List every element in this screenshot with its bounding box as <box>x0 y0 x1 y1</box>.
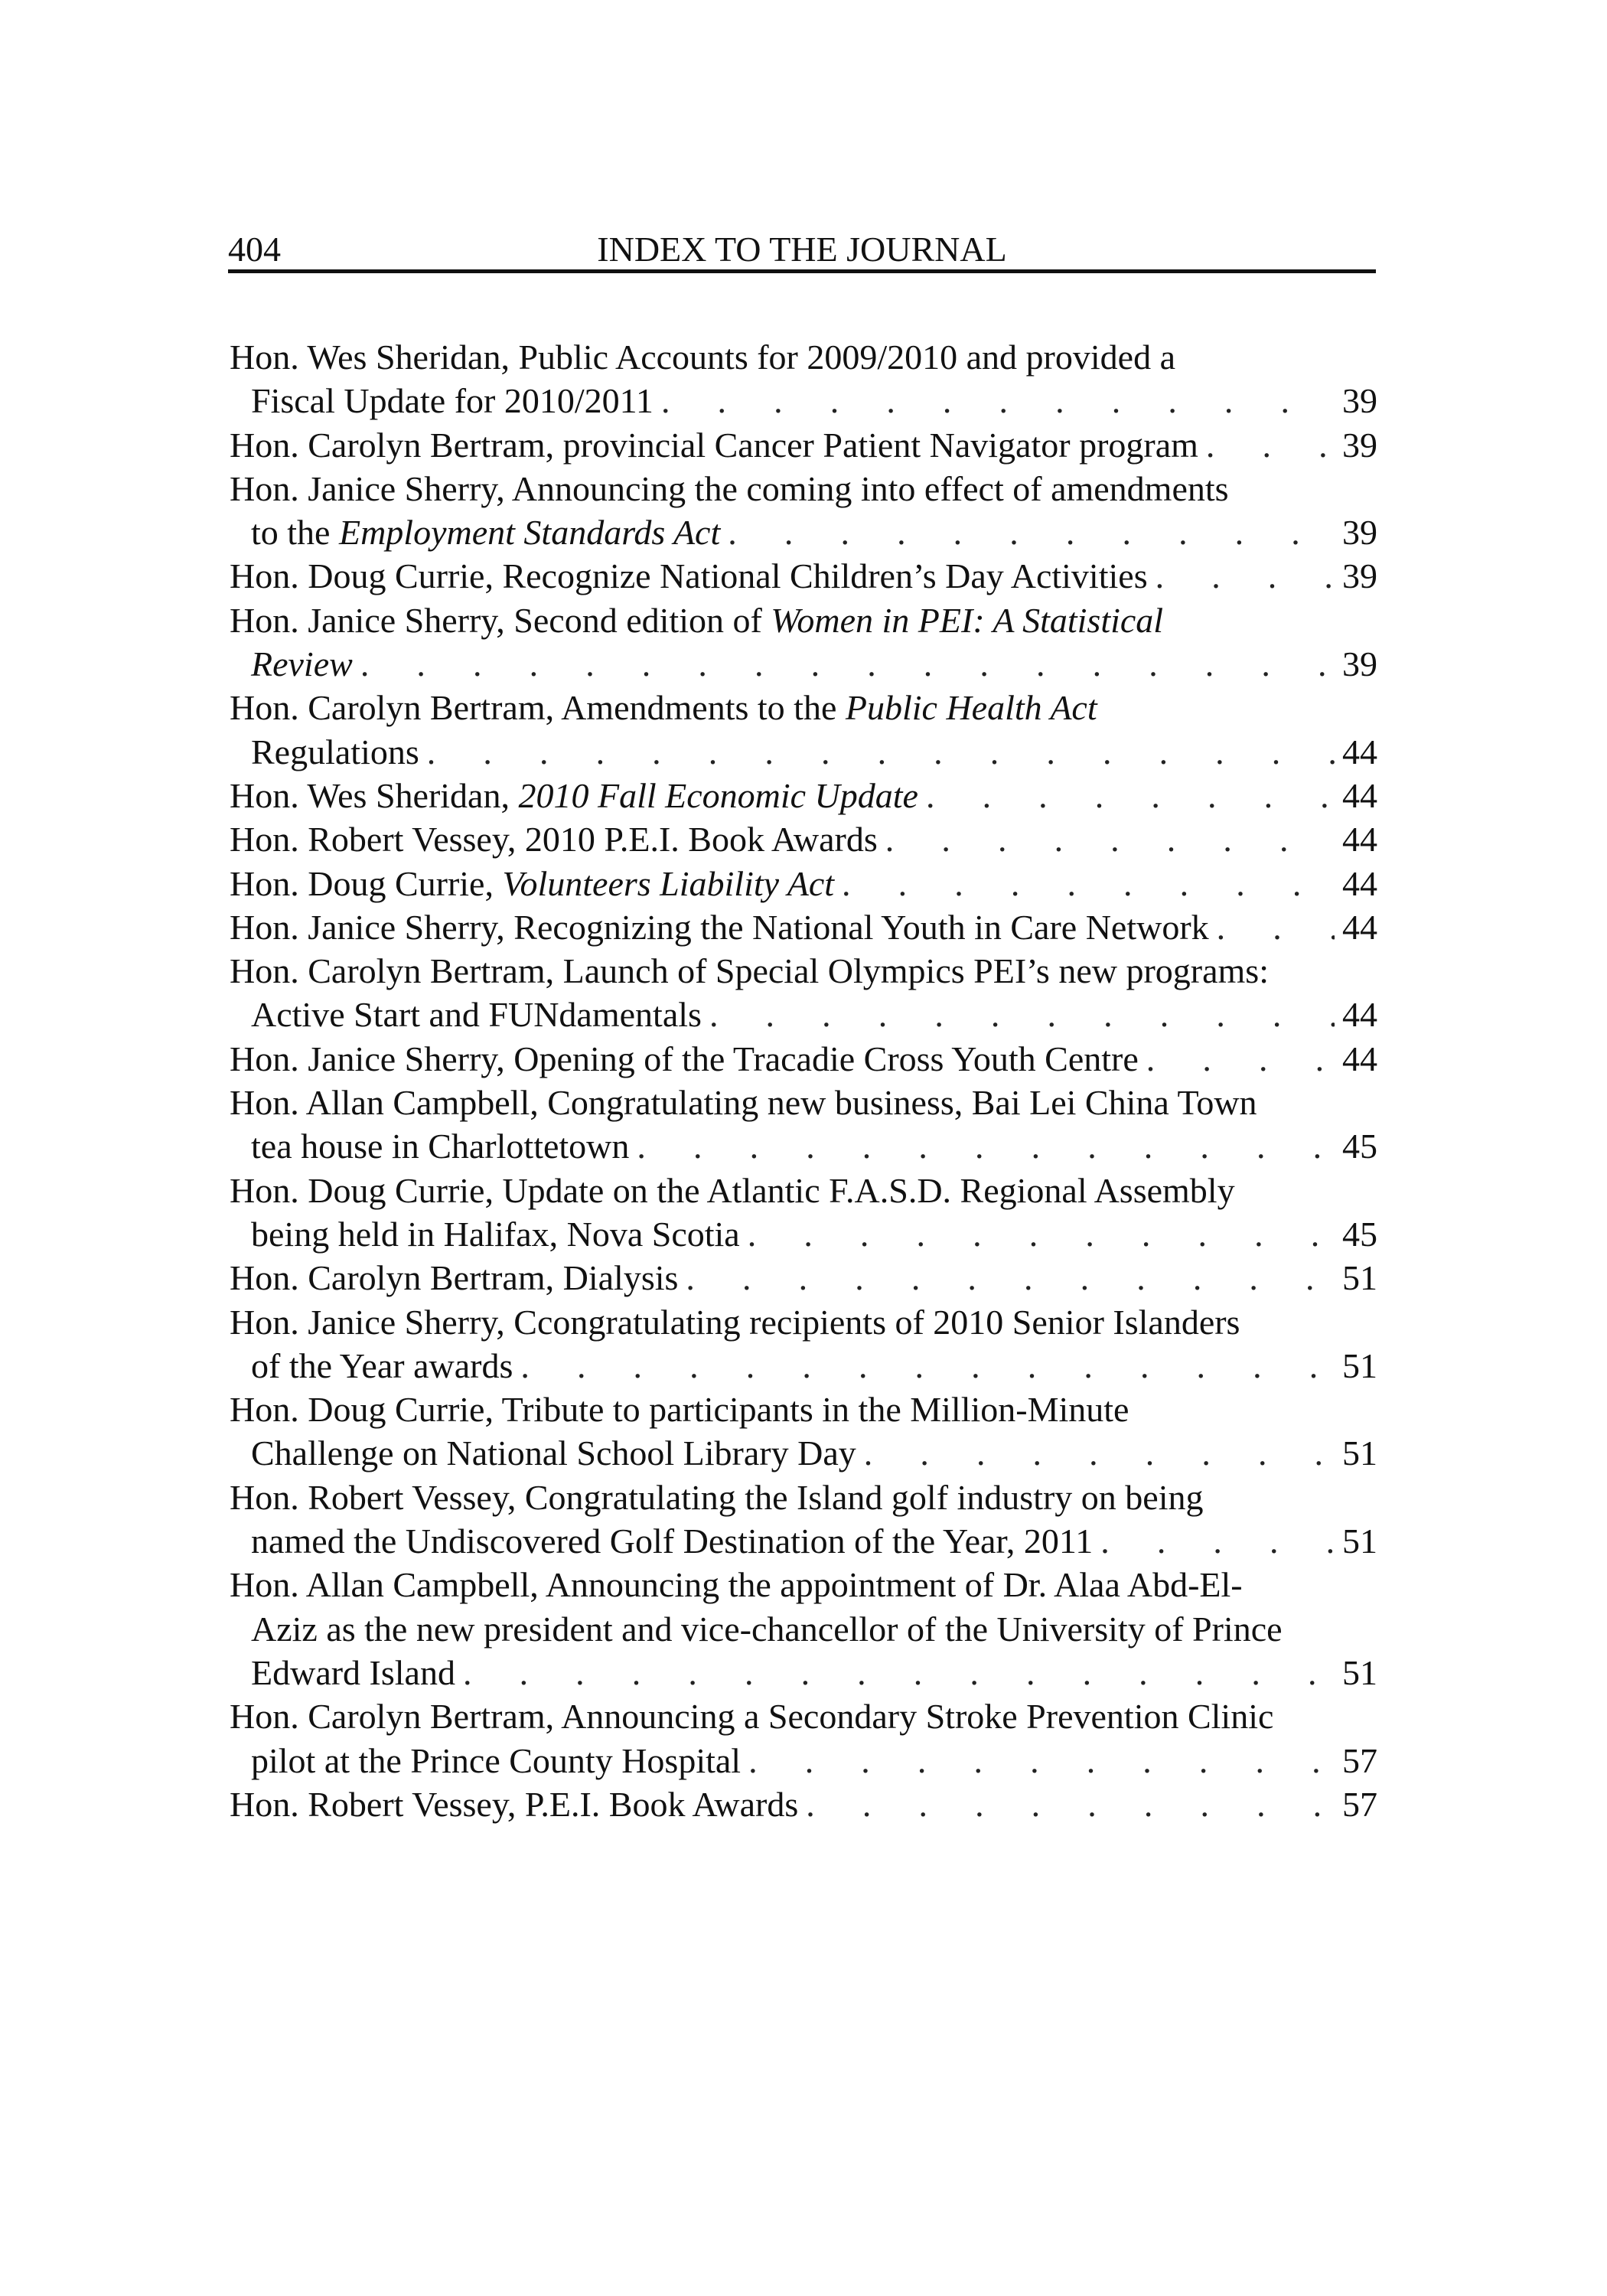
page-reference: 44 <box>1342 820 1377 859</box>
entry-final-line <box>230 1651 1377 1694</box>
entry-text: named the Undiscovered Golf Destination of the Year, 2011 <box>251 1521 1094 1561</box>
index-entry <box>230 949 1377 1037</box>
entry-text: Regulations <box>251 732 419 771</box>
entry-line: Hon. Allan Campbell, Congratulating new business, Bai Lei China Town <box>230 1083 1257 1123</box>
entry-final-text <box>230 1037 1139 1081</box>
italic-title: Women in PEI: A Statistical <box>771 600 1164 640</box>
entry-final-text <box>230 774 918 817</box>
page-reference: 44 <box>1342 995 1377 1035</box>
entry-text: being held in Halifax, Nova Scotia <box>251 1214 740 1254</box>
dot-leader <box>1206 423 1335 467</box>
entry-final-line <box>230 1256 1377 1300</box>
dot-leader <box>864 1431 1335 1475</box>
page-reference: 51 <box>1342 1258 1377 1298</box>
entry-final-text <box>230 554 1148 598</box>
dot-leader <box>806 1782 1335 1826</box>
page-reference: 44 <box>1342 907 1377 947</box>
index-entry <box>230 598 1377 687</box>
entry-final-text <box>251 1124 629 1168</box>
dot-leader <box>520 1344 1335 1388</box>
entry-final-line <box>230 510 1377 554</box>
entry-final-line <box>230 993 1377 1036</box>
entry-text: of the Year awards <box>251 1345 513 1385</box>
index-entry <box>230 1037 1377 1081</box>
entry-final-text <box>251 642 353 686</box>
index-entry <box>230 554 1377 598</box>
page-reference: 39 <box>1342 513 1377 553</box>
index-entry <box>230 686 1377 774</box>
entry-final-line <box>230 423 1377 467</box>
entry-final-line <box>230 1212 1377 1256</box>
entry-final-line <box>230 862 1377 905</box>
entry-text: to the <box>251 513 339 553</box>
index-entry <box>230 1388 1377 1476</box>
page-reference: 57 <box>1342 1784 1377 1824</box>
entry-final-text <box>251 379 654 422</box>
entry-final-text <box>251 1431 856 1475</box>
running-title: INDEX TO THE JOURNAL <box>597 230 1007 269</box>
dot-leader <box>885 817 1335 861</box>
entry-final-text <box>230 1782 798 1826</box>
index-entry <box>230 335 1377 423</box>
entry-text: Hon. Carolyn Bertram, Dialysis <box>230 1258 679 1298</box>
entry-final-line <box>230 1739 1377 1782</box>
entry-final-line <box>230 1124 1377 1168</box>
dot-leader <box>427 730 1335 774</box>
entry-final-line <box>230 379 1377 422</box>
entry-line <box>230 686 1377 729</box>
entry-text: Hon. Robert Vessey, P.E.I. Book Awards <box>230 1784 799 1824</box>
entry-final-line <box>230 1519 1377 1563</box>
entry-final-text <box>251 1739 741 1782</box>
index-entry <box>230 1300 1377 1388</box>
entry-line: Hon. Doug Currie, Update on the Atlantic F.A.S.D. Regional Assembly <box>230 1170 1235 1210</box>
index-entry <box>230 905 1377 949</box>
entry-text: Hon. Carolyn Bertram, Amendments to the <box>230 688 846 728</box>
entry-text: Fiscal Update for 2010/2011 <box>251 381 654 421</box>
index-entry <box>230 1169 1377 1257</box>
entry-text: Hon. Robert Vessey, 2010 P.E.I. Book Awards <box>230 820 878 859</box>
index-entries <box>230 335 1377 1826</box>
index-entry <box>230 817 1377 861</box>
entry-final-text <box>230 1256 678 1300</box>
entry-text: Active Start and FUNdamentals <box>251 995 702 1035</box>
entry-final-line <box>230 730 1377 774</box>
entry-line: Hon. Allan Campbell, Announcing the appointment of Dr. Alaa Abd-El- <box>230 1565 1243 1605</box>
entry-final-line <box>230 817 1377 861</box>
italic-title: Public Health Act <box>845 688 1097 728</box>
entry-final-text <box>251 1651 455 1694</box>
dot-leader <box>1100 1519 1335 1563</box>
entry-text: Hon. Doug Currie, Recognize National Children’s Day Activities <box>230 556 1148 596</box>
page-reference: 44 <box>1342 775 1377 815</box>
index-entry <box>230 1476 1377 1564</box>
index-entry <box>230 467 1377 555</box>
page-reference: 44 <box>1342 1039 1377 1078</box>
entry-text: Hon. Janice Sherry, Second edition of <box>230 600 771 640</box>
entry-text: Edward Island <box>251 1652 455 1692</box>
entry-line: Hon. Carolyn Bertram, Announcing a Secondary Stroke Prevention Clinic <box>230 1697 1274 1737</box>
entry-line: Hon. Wes Sheridan, Public Accounts for 2009/2010 and provided a <box>230 338 1175 377</box>
italic-title: Review <box>251 644 353 684</box>
dot-leader <box>748 1212 1335 1256</box>
entry-final-text <box>251 993 702 1036</box>
index-entry <box>230 423 1377 467</box>
italic-title: Employment Standards Act <box>338 513 721 553</box>
italic-title: Volunteers Liability Act <box>502 863 835 903</box>
index-entry <box>230 1256 1377 1300</box>
entry-final-line <box>230 1782 1377 1826</box>
dot-leader <box>637 1124 1335 1168</box>
index-entry <box>230 1782 1377 1826</box>
entry-text: pilot at the Prince County Hospital <box>251 1740 742 1780</box>
dot-leader <box>748 1739 1335 1782</box>
entry-final-line <box>230 1431 1377 1475</box>
entry-text: Hon. Janice Sherry, Opening of the Tracadie Cross Youth Centre <box>230 1039 1139 1078</box>
page-reference: 51 <box>1342 1433 1377 1473</box>
entry-final-text <box>251 510 720 554</box>
index-entry <box>230 1694 1377 1782</box>
page-reference: 51 <box>1342 1652 1377 1692</box>
page-reference: 44 <box>1342 732 1377 771</box>
page-reference: 45 <box>1342 1127 1377 1166</box>
entry-final-text <box>230 905 1209 949</box>
dot-leader <box>709 993 1335 1036</box>
dot-leader <box>1156 554 1335 598</box>
italic-title: 2010 Fall Economic Update <box>518 775 918 815</box>
entry-line: Hon. Doug Currie, Tribute to participants in the Million-Minute <box>230 1390 1129 1430</box>
entry-line: Aziz as the new president and vice-chancellor of the University of Prince <box>251 1609 1283 1649</box>
dot-leader <box>1146 1037 1335 1081</box>
index-entry <box>230 1081 1377 1169</box>
entry-final-text <box>251 1212 740 1256</box>
entry-final-line <box>230 554 1377 598</box>
dot-leader <box>661 379 1335 422</box>
index-entry <box>230 862 1377 905</box>
entry-final-text <box>230 817 878 861</box>
entry-final-text <box>251 1519 1093 1563</box>
entry-text: Hon. Carolyn Bertram, provincial Cancer Patient Navigator program <box>230 425 1198 465</box>
index-entry <box>230 774 1377 817</box>
entry-final-line <box>230 905 1377 949</box>
running-head <box>228 230 1376 273</box>
page-reference: 45 <box>1342 1214 1377 1254</box>
dot-leader <box>463 1651 1335 1694</box>
page-reference: 57 <box>1342 1740 1377 1780</box>
entry-final-text <box>230 423 1198 467</box>
entry-final-text <box>251 1344 513 1388</box>
page-reference: 51 <box>1342 1345 1377 1385</box>
entry-line: Hon. Carolyn Bertram, Launch of Special Olympics PEI’s new programs: <box>230 951 1269 991</box>
entry-text: Hon. Wes Sheridan, <box>230 775 519 815</box>
entry-final-text <box>251 730 419 774</box>
dot-leader <box>360 642 1335 686</box>
page-number: 404 <box>228 230 281 269</box>
entry-text: Hon. Janice Sherry, Recognizing the National Youth in Care Network <box>230 907 1209 947</box>
dot-leader <box>1217 905 1335 949</box>
entry-text: tea house in Charlottetown <box>251 1127 630 1166</box>
page-reference: 44 <box>1342 863 1377 903</box>
page-reference: 39 <box>1342 381 1377 421</box>
entry-final-text <box>230 862 834 905</box>
entry-final-line <box>230 1037 1377 1081</box>
dot-leader <box>926 774 1335 817</box>
dot-leader <box>842 862 1335 905</box>
page-reference: 39 <box>1342 425 1377 465</box>
entry-text: Challenge on National School Library Day <box>251 1433 856 1473</box>
entry-line: Hon. Robert Vessey, Congratulating the Island golf industry on being <box>230 1477 1204 1517</box>
entry-final-line <box>230 774 1377 817</box>
entry-line: Hon. Janice Sherry, Ccongratulating recipients of 2010 Senior Islanders <box>230 1302 1240 1342</box>
dot-leader <box>686 1256 1335 1300</box>
entry-text: Hon. Doug Currie, <box>230 863 503 903</box>
page-reference: 51 <box>1342 1521 1377 1561</box>
dot-leader <box>728 510 1335 554</box>
page-reference: 39 <box>1342 556 1377 596</box>
entry-line <box>230 598 1377 642</box>
entry-final-line <box>230 1344 1377 1388</box>
page-reference: 39 <box>1342 644 1377 684</box>
index-entry <box>230 1563 1377 1694</box>
entry-final-line <box>230 642 1377 686</box>
entry-line: Hon. Janice Sherry, Announcing the coming into effect of amendments <box>230 468 1229 508</box>
